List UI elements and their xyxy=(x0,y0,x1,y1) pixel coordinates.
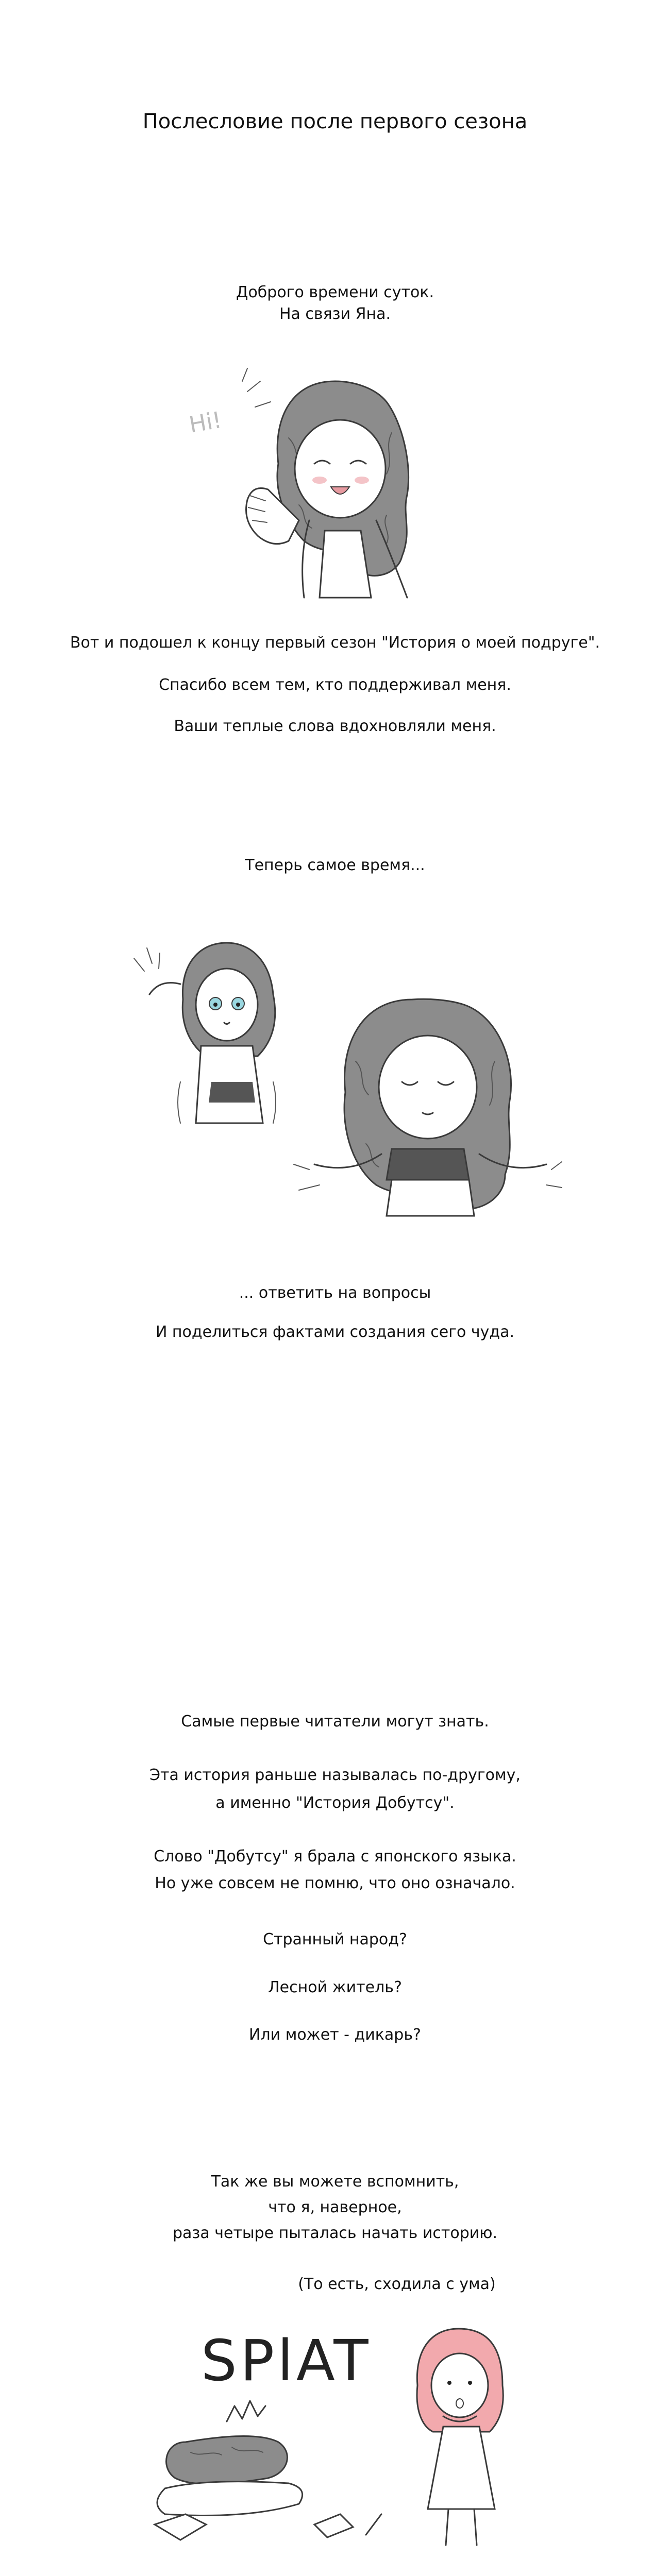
remember-aside: (То есть, сходила с ума) xyxy=(298,2275,496,2293)
remember-line-3: раза четыре пыталась начать историю. xyxy=(172,2224,498,2242)
greeting-line-1: Доброго времени суток. xyxy=(236,283,434,301)
thanks-line-2: Спасибо всем тем, кто поддерживал меня. xyxy=(159,676,511,694)
answer-line-2: И поделиться фактами создания сего чуда. xyxy=(155,1323,515,1341)
waving-girl-illustration xyxy=(170,361,490,603)
remember-line-1: Так же вы можете вспомнить, xyxy=(211,2173,459,2191)
remember-line-2: что я, наверное, xyxy=(268,2198,402,2216)
first-readers-line-3: а именно "История Добутсу". xyxy=(215,1794,455,1812)
answer-line-1: ... ответить на вопросы xyxy=(239,1284,431,1302)
two-girls-illustration xyxy=(124,927,567,1247)
greeting-line-2: На связи Яна. xyxy=(279,305,391,323)
first-readers-line-1: Самые первые читатели могут знать. xyxy=(181,1713,489,1731)
guess-3: Или может - дикарь? xyxy=(249,2026,421,2044)
splat-illustration xyxy=(134,2308,546,2576)
first-readers-line-2: Эта история раньше называлась по-другому, xyxy=(149,1766,521,1784)
word-line-2: Но уже совсем не помню, что оно означало. xyxy=(155,1874,515,1892)
page-title: Послесловие после первого сезона xyxy=(142,110,528,133)
splat-text: SPlAT xyxy=(201,2328,372,2394)
guess-1: Странный народ? xyxy=(263,1930,407,1948)
word-line-1: Слово "Добутсу" я брала с японского языка. xyxy=(154,1848,516,1866)
thanks-line-1: Вот и подошел к концу первый сезон "История о моей подруге". xyxy=(70,634,600,652)
hi-text: Hi! xyxy=(187,406,224,438)
thanks-line-3: Ваши теплые слова вдохновляли меня. xyxy=(174,717,496,735)
guess-2: Лесной житель? xyxy=(268,1978,402,1996)
time-text: Теперь самое время... xyxy=(245,856,425,874)
